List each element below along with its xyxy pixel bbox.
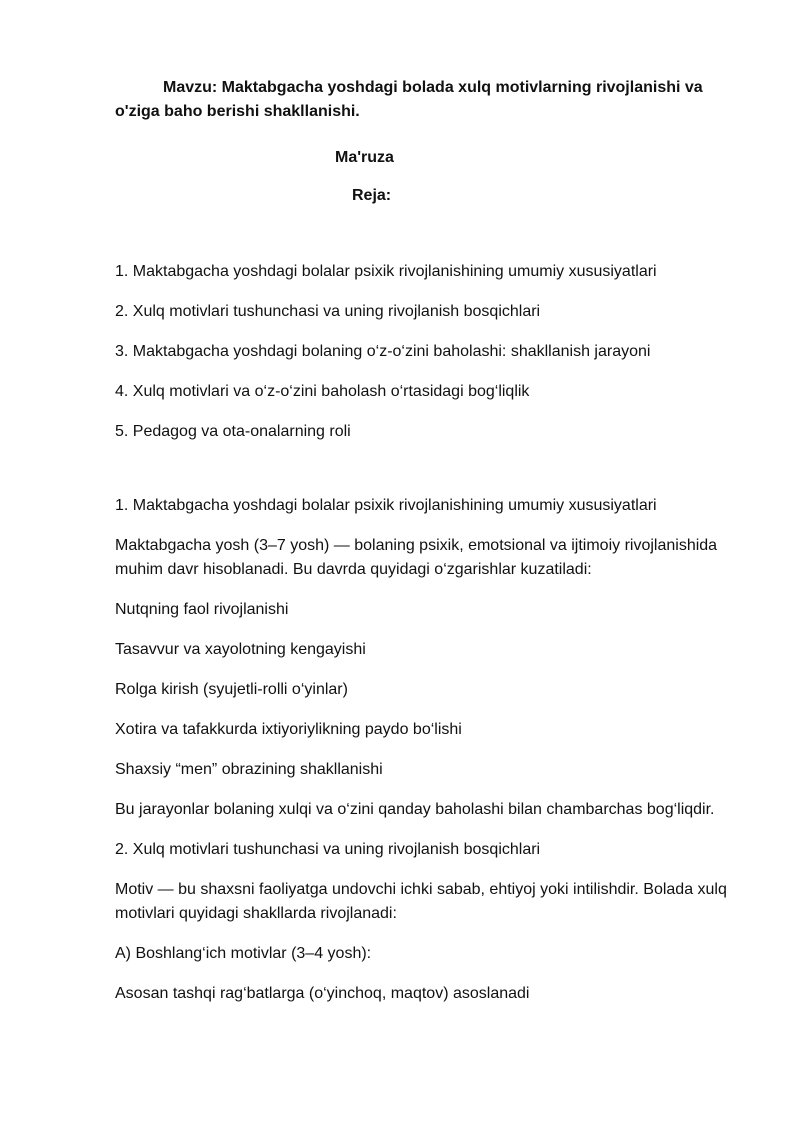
plan-item: 4. Xulq motivlari va o‘z-o‘zini baholash o‘rtasidagi bog‘liqlik [115, 383, 530, 400]
document-page [115, 76, 745, 1022]
body-line: Tasavvur va xayolotning kengayishi [115, 641, 366, 658]
plan-item: 3. Maktabgacha yoshdagi bolaning o‘z-o‘zini baholashi: shakllanish jarayoni [115, 343, 651, 360]
body-line: Shaxsiy “men” obrazining shakllanishi [115, 761, 383, 778]
plan-list [115, 260, 745, 444]
document-title: Mavzu: Maktabgacha yoshdagi bolada xulq motivlarning rivojlanishi va o'ziga baho berishi shakllanishi. [115, 79, 703, 120]
plan-item: 5. Pedagog va ota-onalarning roli [115, 423, 351, 440]
body-paragraph: Maktabgacha yosh (3–7 yosh) — bolaning psixik, emotsional va ijtimoiy rivojlanishida muhim davr hisoblanadi. Bu davrda quyidagi o‘zgarishlar kuzatiladi: [115, 537, 718, 578]
body-paragraph: Motiv — bu shaxsni faoliyatga undovchi ichki sabab, ehtiyoj yoki intilishdir. Bolada xulq motivlari quyidagi shakllarda rivojlanadi: [115, 881, 727, 922]
section-heading: 2. Xulq motivlari tushunchasi va uning rivojlanish bosqichlari [115, 841, 541, 858]
plan-item: 1. Maktabgacha yoshdagi bolalar psixik rivojlanishining umumiy xususiyatlari [115, 263, 657, 280]
body-section [115, 494, 745, 1006]
body-line: Rolga kirish (syujetli-rolli o‘yinlar) [115, 681, 348, 698]
body-line: Nutqning faol rivojlanishi [115, 601, 289, 618]
body-line: Asosan tashqi rag‘batlarga (o‘yinchoq, maqtov) asoslanadi [115, 985, 530, 1002]
body-paragraph: Bu jarayonlar bolaning xulqi va o‘zini qanday baholashi bilan chambarchas bog‘liqdir. [115, 801, 715, 818]
document-subtitle: Ma'ruza [335, 149, 394, 166]
plan-heading: Reja: [352, 187, 392, 204]
body-line: A) Boshlang‘ich motivlar (3–4 yosh): [115, 945, 372, 962]
body-line: Xotira va tafakkurda ixtiyoriylikning paydo bo‘lishi [115, 721, 462, 738]
plan-item: 2. Xulq motivlari tushunchasi va uning rivojlanish bosqichlari [115, 303, 541, 320]
section-heading: 1. Maktabgacha yoshdagi bolalar psixik rivojlanishining umumiy xususiyatlari [115, 497, 657, 514]
